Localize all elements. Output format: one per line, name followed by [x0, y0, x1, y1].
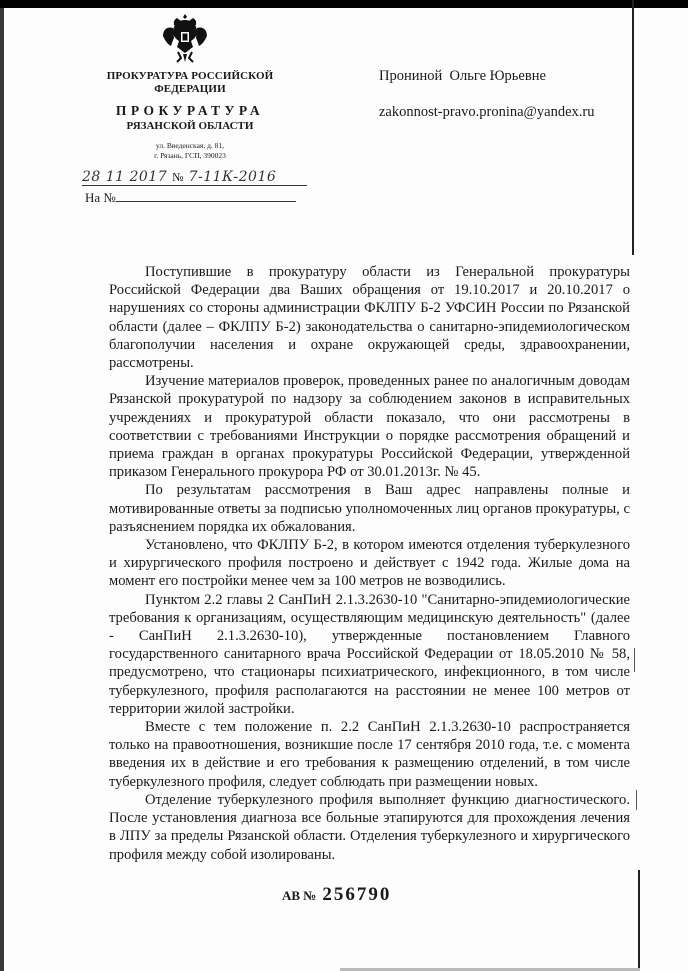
- org-line-1: ПРОКУРАТУРА РОССИЙСКОЙ: [106, 70, 274, 82]
- outgoing-date: 28 11 2017: [82, 169, 168, 185]
- org-name: ПРОКУРАТУРА: [115, 103, 265, 118]
- scan-artifact-line: [634, 648, 635, 672]
- org-address-line-1: ул. Введенская, д. 81,: [155, 141, 225, 150]
- body-paragraph: Поступившие в прокуратуру области из Генеральной прокуратуры Российской Федерации два Ваших обращения от 19.10.2017 и 20.10.2017 о нарушениях со стороны администрации ФКЛПУ Б-2 УФСИН России по Рязанской области (далее – ФКЛПУ Б-2) законодательства о санитарно-эпидемиологическом благополучии населения и охране окружающей среды, здравоохранении, рассмотрены.: [109, 264, 630, 372]
- number-sign: №: [172, 170, 184, 184]
- body-paragraph: По результатам рассмотрения в Ваш адрес направлены полные и мотивированные ответы за подписью уполномоченных лиц органов прокуратуры, с разъяснением порядка их обжалования.: [109, 482, 630, 535]
- scan-top-border: [0, 0, 688, 8]
- reply-underline: [116, 191, 296, 202]
- reply-reference: [85, 190, 305, 206]
- double-headed-eagle-emblem-icon: [162, 12, 208, 64]
- outgoing-number: 7-11К-2016: [188, 169, 277, 185]
- reply-label: На №: [85, 190, 116, 205]
- scan-artifact-line: [636, 790, 637, 810]
- org-address-line-2: г. Рязань, ГСП, 390023: [154, 151, 226, 160]
- body-paragraph: Пунктом 2.2 главы 2 СанПиН 2.1.3.2630-10 "Санитарно-эпидемиологические требования к организациям, осуществляющим медицинскую деятельность" (далее - СанПиН 2.1.3.2630-10), утвержденные постановлением Главного государственного санитарного врача Российской Федерации от 18.05.2010 № 58, предусмотрено, что стационары психиатрического, инфекционного, в том числе туберкулезного, профиля располагаются на расстоянии не менее 100 метров от территории жилой застройки.: [109, 591, 630, 717]
- scan-left-border: [0, 8, 4, 971]
- letter-body: [109, 263, 630, 864]
- scan-artifact-line: [638, 870, 640, 971]
- outgoing-reference: [82, 168, 312, 188]
- org-region: РЯЗАНСКОЙ ОБЛАСТИ: [126, 120, 254, 132]
- body-paragraph: Установлено, что ФКЛПУ Б-2, в котором имеются отделения туберкулезного и хирургического профиля построено и действует с 1942 года. Жилые дома на момент его постройки менее чем за 100 метров не возводились.: [109, 537, 630, 590]
- organization-letterhead: [100, 70, 280, 161]
- org-line-2: ФЕДЕРАЦИИ: [154, 83, 226, 95]
- reference-underline: [82, 185, 307, 186]
- scan-artifact-line: [632, 0, 634, 255]
- recipient-email: zakonnost-pravo.pronina@yandex.ru: [379, 104, 595, 120]
- body-paragraph: Вместе с тем положение п. 2.2 СанПиН 2.1.3.2630-10 распространяется только на правоотношения, возникшие после 17 сентября 2010 года, т.е. с момента введения их в действие и его требования к размещению отделений, в том числе туберкулезного профиля, следует соблюдать при размещении новых.: [109, 719, 630, 790]
- form-serial-number: [282, 884, 391, 906]
- body-paragraph: Изучение материалов проверок, проведенных ранее по аналогичным доводам Рязанской прокуратурой по надзору за соблюдением законов в исправительных учреждениях и прокуратурой области показало, что они рассмотрены в соответствии с требованиями Инструкции о порядке рассмотрения обращений и приема граждан в органах прокуратуры Российской Федерации, утвержденной приказом Генерального прокурора РФ от 30.01.2013г. № 45.: [109, 373, 630, 481]
- recipient-name: Прониной Ольге Юрьевне: [379, 68, 546, 84]
- body-paragraph: Отделение туберкулезного профиля выполняет функцию диагностического. После установления диагноза все больные этапируются для прохождения лечения в ЛПУ за пределы Рязанской области. Отделения туберкулезного и хирургического профиля между собой изолированы.: [109, 791, 630, 863]
- serial-number: 256790: [322, 884, 392, 905]
- serial-prefix: АВ №: [282, 888, 317, 903]
- recipient-block: [379, 67, 594, 121]
